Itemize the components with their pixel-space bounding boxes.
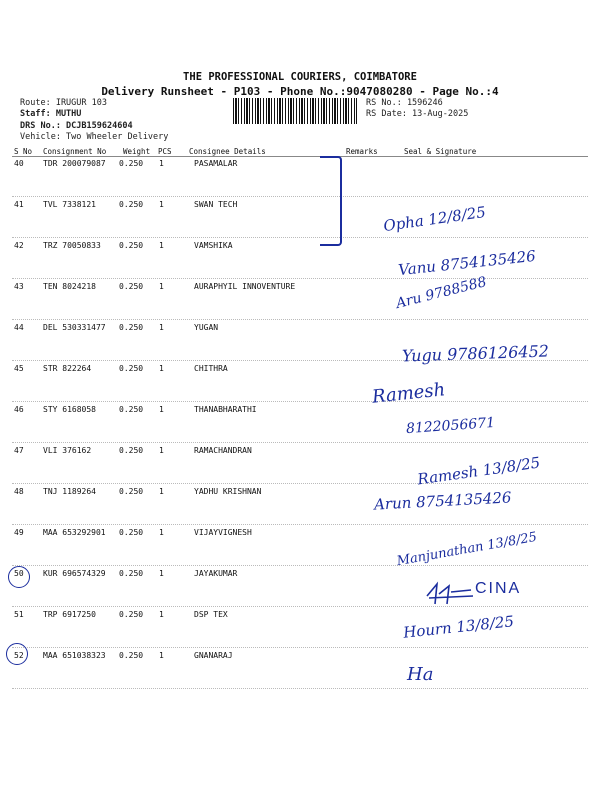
cell-weight: 0.250	[119, 487, 144, 496]
cell-weight: 0.250	[119, 610, 144, 619]
cell-consignment: TVL 7338121	[43, 200, 96, 209]
cell-sno: 48	[14, 487, 24, 496]
cell-pcs: 1	[159, 364, 164, 373]
cell-sno: 49	[14, 528, 24, 537]
cell-sno: 42	[14, 241, 24, 250]
cell-pcs: 1	[159, 487, 164, 496]
ink-circle-50	[8, 566, 30, 588]
cell-pcs: 1	[159, 159, 164, 168]
cell-weight: 0.250	[119, 446, 144, 455]
runsheet-title: Delivery Runsheet - P103 - Phone No.:9047080280 - Page No.:4	[101, 85, 499, 98]
route-label: Route: IRUGUR 103	[20, 98, 107, 108]
cell-weight: 0.250	[119, 241, 144, 250]
table-row	[12, 648, 588, 689]
barcode	[233, 98, 357, 124]
cell-sno: 41	[14, 200, 24, 209]
cell-consignee: YUGAN	[194, 323, 219, 332]
signature-11: Ha	[407, 664, 434, 685]
cell-sno: 51	[14, 610, 24, 619]
vehicle-label: Vehicle: Two Wheeler Delivery	[20, 132, 169, 142]
row-divider	[12, 688, 588, 689]
signature-1: Opha 12/8/25	[382, 202, 487, 236]
table-row	[12, 279, 588, 320]
signature-10: Hourn 13/8/25	[402, 612, 515, 642]
cell-consignment: TRP 6917250	[43, 610, 96, 619]
cell-pcs: 1	[159, 200, 164, 209]
cell-sno: 47	[14, 446, 24, 455]
rs-number: RS No.: 1596246	[366, 98, 443, 108]
cell-sno: 43	[14, 282, 24, 291]
col-seal: Seal & Signature	[404, 147, 477, 156]
cell-sno: 44	[14, 323, 24, 332]
signature-9: Manjunathan 13/8/25	[395, 529, 539, 570]
cell-consignee: YADHU KRISHNAN	[194, 487, 262, 496]
cell-sno: 45	[14, 364, 24, 373]
cell-consignee: DSP TEX	[194, 610, 228, 619]
col-sno: S No	[14, 147, 33, 156]
signature-8: Arun 8754135426	[373, 488, 512, 514]
cell-weight: 0.250	[119, 569, 144, 578]
cell-consignee: AURAPHYIL INNOVENTURE	[194, 282, 296, 291]
cell-consignment: KUR 696574329	[43, 569, 106, 578]
col-consignee: Consignee Details	[189, 147, 266, 156]
cell-weight: 0.250	[119, 651, 144, 660]
cell-consignment: MAA 653292901	[43, 528, 106, 537]
cell-consignee: PASAMALAR	[194, 159, 238, 168]
signature-2: Vanu 8754135426	[397, 246, 537, 280]
signature-7: Ramesh 13/8/25	[416, 453, 542, 489]
cell-consignment: DEL 530331477	[43, 323, 106, 332]
cell-consignment: STY 6168058	[43, 405, 96, 414]
signature-6: 8122056671	[405, 414, 496, 438]
col-consignment: Consignment No	[43, 147, 107, 156]
staff-label: Staff: MUTHU	[20, 109, 82, 119]
cell-consignment: TDR 200079087	[43, 159, 106, 168]
cell-weight: 0.250	[119, 159, 144, 168]
cell-weight: 0.250	[119, 323, 144, 332]
cell-pcs: 1	[159, 610, 164, 619]
cell-weight: 0.250	[119, 528, 144, 537]
cell-consignment: VLI 376162	[43, 446, 92, 455]
cell-consignee: VAMSHIKA	[194, 241, 233, 250]
ink-circle-52	[6, 643, 28, 665]
cell-consignee: JAYAKUMAR	[194, 569, 238, 578]
table-row	[12, 197, 588, 238]
signature-5: Ramesh	[371, 379, 447, 408]
cell-consignee: RAMACHANDRAN	[194, 446, 252, 455]
cell-pcs: 1	[159, 323, 164, 332]
ink-bracket	[320, 156, 342, 246]
cell-weight: 0.250	[119, 405, 144, 414]
cell-consignment: TNJ 1189264	[43, 487, 96, 496]
cell-sno: 50	[14, 569, 24, 578]
rs-date: RS Date: 13-Aug-2025	[366, 109, 469, 119]
drs-number: DRS No.: DCJB159624604	[20, 121, 133, 131]
col-pcs: PCS	[158, 147, 172, 156]
table-row	[12, 402, 588, 443]
cell-consignee: CHITHRA	[194, 364, 228, 373]
table-row	[12, 156, 588, 197]
cell-pcs: 1	[159, 241, 164, 250]
cell-consignment: STR 822264	[43, 364, 92, 373]
cell-pcs: 1	[159, 528, 164, 537]
cell-pcs: 1	[159, 651, 164, 660]
cell-weight: 0.250	[119, 200, 144, 209]
cell-consignment: TEN 8024218	[43, 282, 96, 291]
cell-pcs: 1	[159, 282, 164, 291]
cell-pcs: 1	[159, 569, 164, 578]
col-remarks: Remarks	[346, 147, 378, 156]
cell-weight: 0.250	[119, 282, 144, 291]
cell-consignment: MAA 651038323	[43, 651, 106, 660]
signature-4: Yugu 9786126452	[401, 341, 550, 366]
signature-3: Aru 9788588	[394, 274, 489, 312]
cell-consignment: TRZ 70050833	[43, 241, 101, 250]
cell-consignee: SWAN TECH	[194, 200, 238, 209]
cell-sno: 40	[14, 159, 24, 168]
cell-sno: 46	[14, 405, 24, 414]
table-row	[12, 361, 588, 402]
cell-consignee: VIJAYVIGNESH	[194, 528, 252, 537]
cell-consignee: GNANARAJ	[194, 651, 233, 660]
cell-sno: 52	[14, 651, 24, 660]
cell-pcs: 1	[159, 446, 164, 455]
handwritten-cina: CINA	[475, 580, 522, 597]
company-name: THE PROFESSIONAL COURIERS, COIMBATORE	[183, 71, 417, 83]
scribbled-signature	[425, 580, 475, 610]
cell-pcs: 1	[159, 405, 164, 414]
cell-weight: 0.250	[119, 364, 144, 373]
col-weight: Weight	[123, 147, 151, 156]
cell-consignee: THANABHARATHI	[194, 405, 257, 414]
